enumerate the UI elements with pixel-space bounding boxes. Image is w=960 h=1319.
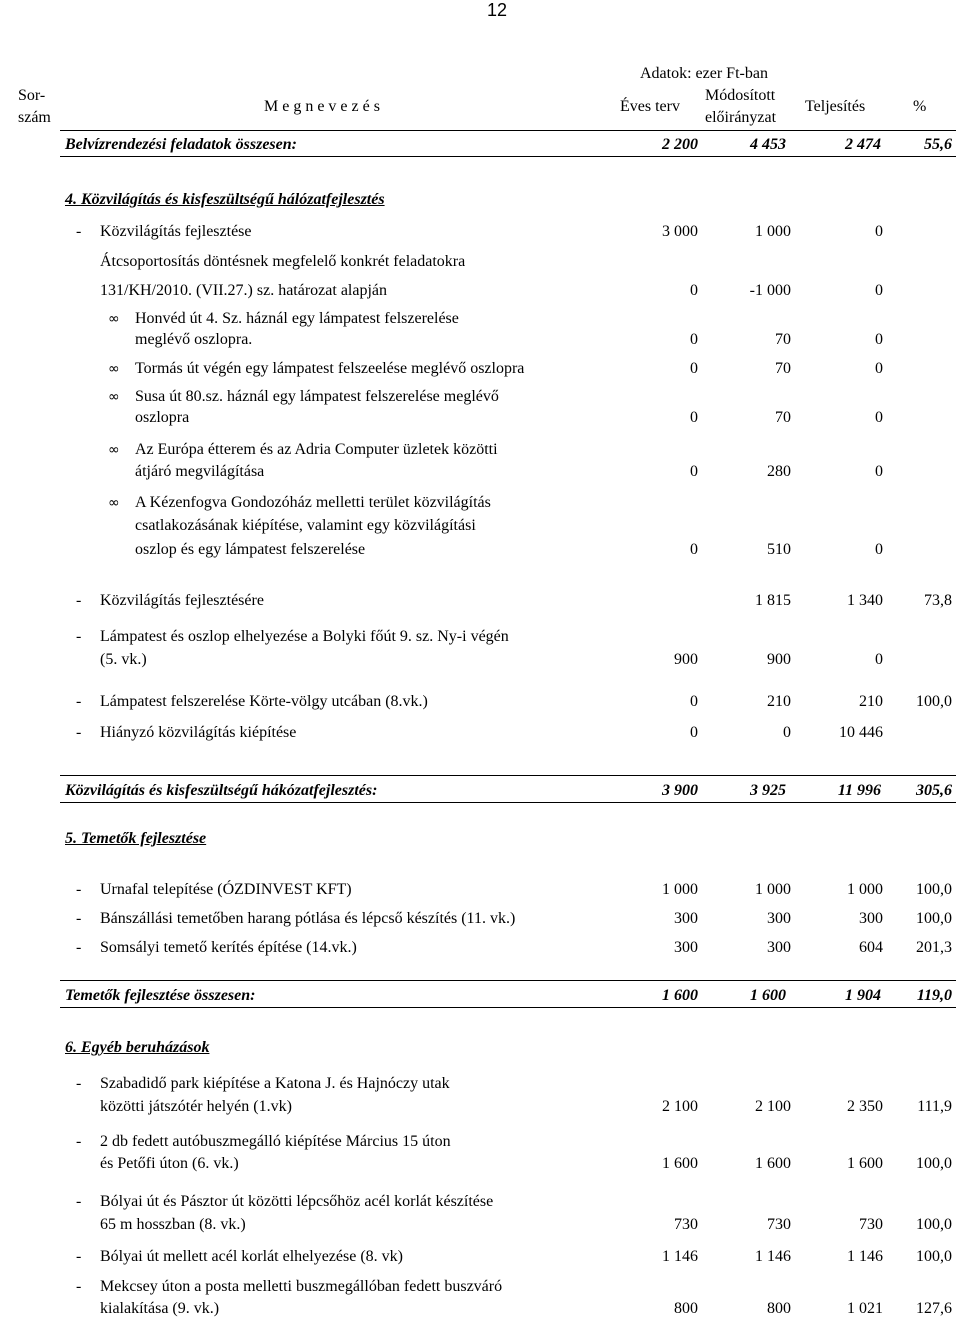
s4-r1-label: Közvilágítás fejlesztése [100, 223, 252, 240]
s5-r2-dash: - [76, 910, 82, 927]
s6-r2-pct: 100,0 [916, 1155, 952, 1172]
s4-r2-eves: 0 [690, 282, 698, 299]
belviz-total-label: Belvízrendezési feladatok összesen: [65, 136, 297, 153]
s4-b5-line1: A Kézenfogva Gondozóház melletti terület közvilágítás [135, 494, 491, 511]
s4-b2-mod: 70 [775, 360, 791, 377]
s5-r1-eves: 1 000 [662, 881, 698, 898]
s5-r2-telj: 300 [859, 910, 883, 927]
s4-b3-telj: 0 [875, 409, 883, 426]
s5-total-pct: 119,0 [916, 987, 952, 1004]
s4-b3-eves: 0 [690, 409, 698, 426]
s6-r2-line2: és Petőfi úton (6. vk.) [100, 1155, 239, 1172]
s4-r4-mod: 900 [767, 651, 791, 668]
s4-r6-dash: - [76, 724, 82, 741]
header-teljesites: Teljesítés [805, 98, 866, 115]
header-adatok: Adatok: ezer Ft-ban [640, 65, 768, 82]
s6-r3-dash: - [76, 1193, 82, 1210]
s6-r5-dash: - [76, 1278, 82, 1295]
s6-r1-mod: 2 100 [755, 1098, 791, 1115]
section-6-title: 6. Egyéb beruházások [65, 1039, 210, 1056]
s4-r3-pct: 73,8 [924, 592, 952, 609]
s5-total-eves: 1 600 [662, 987, 698, 1004]
s6-r3-line1: Bólyai út és Pásztor út közötti lépcsőhöz acél korlát készítése [100, 1193, 494, 1210]
s4-b4-line2: átjáró megvilágítása [135, 463, 265, 480]
s5-r1-dash: - [76, 881, 82, 898]
s4-total-mod: 3 925 [750, 782, 786, 799]
s6-r1-telj: 2 350 [847, 1098, 883, 1115]
s4-r3-dash: - [76, 592, 82, 609]
s4-r1-telj: 0 [875, 223, 883, 240]
s4-b3-line2: oszlopra [135, 409, 190, 426]
s6-r3-pct: 100,0 [916, 1216, 952, 1233]
s6-r2-dash: - [76, 1133, 82, 1150]
belviz-mod: 4 453 [750, 136, 786, 153]
s6-r5-line1: Mekcsey úton a posta melletti buszmegállóban fedett buszváró [100, 1278, 503, 1295]
s5-total-mod: 1 600 [750, 987, 786, 1004]
s4-r4-eves: 900 [674, 651, 698, 668]
s4-total-rule-bottom [60, 802, 956, 803]
s6-r5-eves: 800 [674, 1300, 698, 1317]
s4-b2-line1: Tormás út végén egy lámpatest felszeelése meglévő oszlopra [135, 360, 525, 377]
s5-r3-telj: 604 [859, 939, 883, 956]
s4-b1-mod: 70 [775, 331, 791, 348]
s6-r4-dash: - [76, 1248, 82, 1265]
s4-r1-dash: - [76, 223, 82, 240]
s6-r2-telj: 1 600 [847, 1155, 883, 1172]
s5-r2-pct: 100,0 [916, 910, 952, 927]
s5-r1-telj: 1 000 [847, 881, 883, 898]
s5-r3-eves: 300 [674, 939, 698, 956]
s4-r2-line2: 131/KH/2010. (VII.27.) sz. határozat alapján [100, 282, 388, 299]
s4-r3-mod: 1 815 [755, 592, 791, 609]
s4-r3-label: Közvilágítás fejlesztésére [100, 592, 264, 609]
s6-r1-pct: 111,9 [917, 1098, 952, 1115]
s6-r3-mod: 730 [767, 1216, 791, 1233]
belviz-pct: 55,6 [924, 136, 952, 153]
s5-r3-label: Somsályi temető kerítés építése (14.vk.) [100, 939, 357, 956]
s4-b3-mod: 70 [775, 409, 791, 426]
s4-r5-telj: 210 [859, 693, 883, 710]
belviz-rule [60, 156, 956, 157]
s4-r4-line1: Lámpatest és oszlop elhelyezése a Bolyki főút 9. sz. Ny-i végén [100, 628, 509, 645]
s4-total-label: Közvilágítás és kisfeszültségű hákózatfejlesztés: [65, 782, 378, 799]
s6-r3-telj: 730 [859, 1216, 883, 1233]
s4-b5-mod: 510 [767, 541, 791, 558]
s4-total-rule-top [60, 775, 956, 776]
s4-r4-telj: 0 [875, 651, 883, 668]
s4-b5-telj: 0 [875, 541, 883, 558]
s4-r5-label: Lámpatest felszerelése Körte-völgy utcában (8.vk.) [100, 693, 428, 710]
header-megnevezes: M e g n e v e z é s [264, 98, 380, 115]
s4-b4-telj: 0 [875, 463, 883, 480]
s4-r2-telj: 0 [875, 282, 883, 299]
s5-total-label: Temetők fejlesztése összesen: [65, 987, 256, 1004]
s4-r5-pct: 100,0 [916, 693, 952, 710]
s6-r2-eves: 1 600 [662, 1155, 698, 1172]
header-eves-terv: Éves terv [620, 98, 680, 115]
s6-r3-eves: 730 [674, 1216, 698, 1233]
s4-b4-mod: 280 [767, 463, 791, 480]
s4-total-pct: 305,6 [916, 782, 952, 799]
s5-total-telj: 1 904 [845, 987, 881, 1004]
infinity-bullet-icon: ∞ [108, 361, 120, 377]
s4-total-telj: 11 996 [837, 782, 881, 799]
s5-r1-label: Urnafal telepítése (ÓZDINVEST KFT) [100, 881, 352, 898]
s6-r4-eves: 1 146 [662, 1248, 698, 1265]
s6-r4-telj: 1 146 [847, 1248, 883, 1265]
s6-r5-mod: 800 [767, 1300, 791, 1317]
s4-r5-dash: - [76, 693, 82, 710]
s4-b5-line2: csatlakozásának kiépítése, valamint egy közvilágítási [135, 517, 476, 534]
s6-r1-dash: - [76, 1075, 82, 1092]
s4-b3-line1: Susa út 80.sz. háznál egy lámpatest felszerelése meglévő [135, 388, 499, 405]
infinity-bullet-icon: ∞ [108, 442, 120, 458]
s5-r3-pct: 201,3 [916, 939, 952, 956]
infinity-bullet-icon: ∞ [108, 389, 120, 405]
s4-b1-eves: 0 [690, 331, 698, 348]
s4-b1-line2: meglévő oszlopra. [135, 331, 253, 348]
s4-total-eves: 3 900 [662, 782, 698, 799]
page-number: 12 [487, 0, 508, 20]
s4-r5-eves: 0 [690, 693, 698, 710]
s5-total-rule-top [60, 980, 956, 981]
s4-r3-telj: 1 340 [847, 592, 883, 609]
s6-r4-mod: 1 146 [755, 1248, 791, 1265]
s6-r4-pct: 100,0 [916, 1248, 952, 1265]
s6-r2-mod: 1 600 [755, 1155, 791, 1172]
belviz-telj: 2 474 [845, 136, 881, 153]
s6-r1-line2: közötti játszótér helyén (1.vk) [100, 1098, 292, 1115]
s5-r3-mod: 300 [767, 939, 791, 956]
s6-r5-telj: 1 021 [847, 1300, 883, 1317]
header-szam: szám [18, 109, 51, 126]
s4-r4-dash: - [76, 628, 82, 645]
header-percent: % [913, 98, 927, 115]
s4-b2-telj: 0 [875, 360, 883, 377]
header-rule [60, 130, 956, 131]
s4-r2-line1: Átcsoportosítás döntésnek megfelelő konkrét feladatokra [100, 253, 466, 270]
s4-b1-line1: Honvéd út 4. Sz. háznál egy lámpatest felszerelése [135, 310, 459, 327]
s4-b5-eves: 0 [690, 541, 698, 558]
s4-b1-telj: 0 [875, 331, 883, 348]
s4-b5-line3: oszlop és egy lámpatest felszerelése [135, 541, 366, 558]
s4-r1-mod: 1 000 [755, 223, 791, 240]
s6-r2-line1: 2 db fedett autóbuszmegálló kiépítése Március 15 úton [100, 1133, 451, 1150]
s4-r2-mod: -1 000 [749, 282, 791, 299]
s6-r5-pct: 127,6 [916, 1300, 952, 1317]
s6-r1-eves: 2 100 [662, 1098, 698, 1115]
s5-r1-mod: 1 000 [755, 881, 791, 898]
s5-r2-eves: 300 [674, 910, 698, 927]
s5-r3-dash: - [76, 939, 82, 956]
section-4-title: 4. Közvilágítás és kisfeszültségű hálózatfejlesztés [65, 191, 385, 208]
section-5-title: 5. Temetők fejlesztése [65, 830, 207, 847]
s5-r2-mod: 300 [767, 910, 791, 927]
header-eloiranyzat: előirányzat [705, 109, 777, 126]
s5-total-rule-bottom [60, 1007, 956, 1008]
s4-b2-eves: 0 [690, 360, 698, 377]
s4-r6-mod: 0 [783, 724, 791, 741]
s6-r5-line2: kialakítása (9. vk.) [100, 1300, 220, 1317]
s4-b4-eves: 0 [690, 463, 698, 480]
s4-r5-mod: 210 [767, 693, 791, 710]
s4-r6-telj: 10 446 [839, 724, 883, 741]
s5-r1-pct: 100,0 [916, 881, 952, 898]
s6-r4-label: Bólyai út mellett acél korlát elhelyezése (8. vk) [100, 1248, 403, 1265]
s6-r1-line1: Szabadidő park kiépítése a Katona J. és Hajnóczy utak [100, 1075, 450, 1092]
belviz-eves: 2 200 [662, 136, 698, 153]
s4-b4-line1: Az Európa étterem és az Adria Computer üzletek közötti [135, 441, 498, 458]
s6-r3-line2: 65 m hosszban (8. vk.) [100, 1216, 246, 1233]
s4-r4-line2: (5. vk.) [100, 651, 147, 668]
header-modositott: Módosított [705, 87, 776, 104]
s4-r6-label: Hiányzó közvilágítás kiépítése [100, 724, 297, 741]
infinity-bullet-icon: ∞ [108, 311, 120, 327]
s4-r1-eves: 3 000 [662, 223, 698, 240]
header-sor: Sor- [18, 87, 46, 104]
s5-r2-label: Bánszállási temetőben harang pótlása és lépcső készítés (11. vk.) [100, 910, 516, 927]
s4-r6-eves: 0 [690, 724, 698, 741]
infinity-bullet-icon: ∞ [108, 495, 120, 511]
